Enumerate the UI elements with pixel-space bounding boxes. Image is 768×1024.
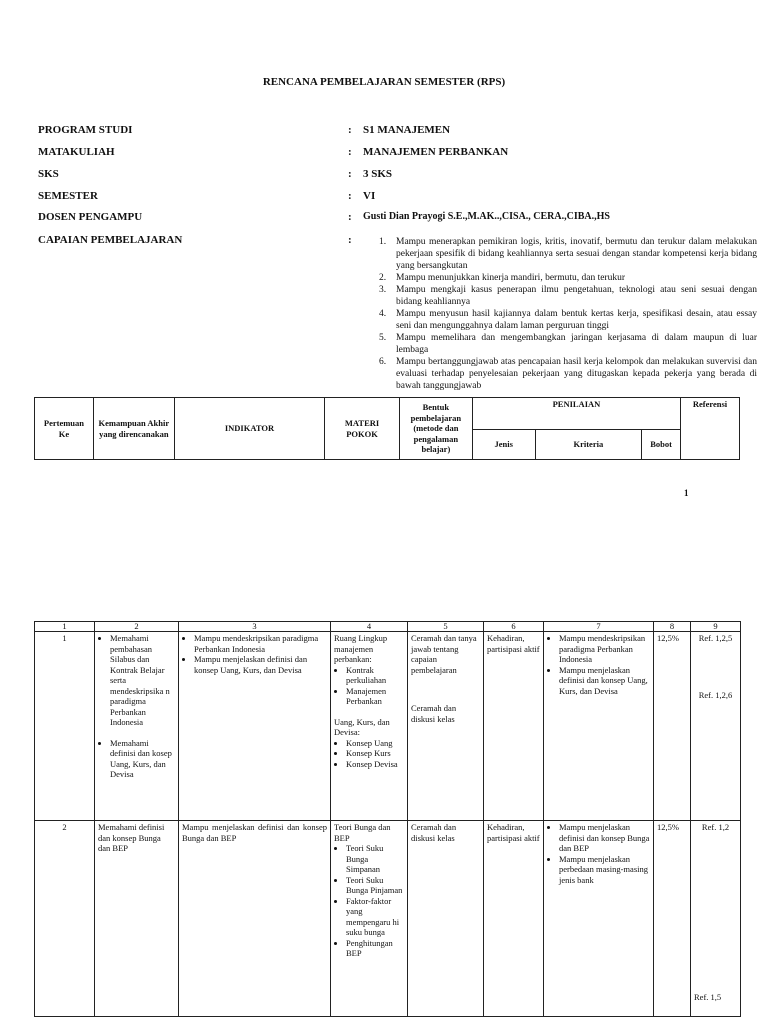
cell-indikator	[179, 632, 331, 821]
cell-kemampuan: Memahami definisi dan konsep Bunga dan BEP	[95, 821, 179, 1017]
list-item: • Konsep Kurs	[346, 748, 404, 759]
capaian-item	[379, 356, 757, 392]
capaian-text: Mampu memelihara dan mengembangkan jaringan kerjasama di dalam maupun di luar lembaga	[396, 333, 757, 355]
capaian-list	[379, 236, 757, 392]
col-referensi: Referensi	[681, 398, 740, 460]
list-item: • Memahami definisi dan kosep Uang, Kurs, dan Devisa	[110, 738, 175, 780]
list-item: • Konsep Devisa	[346, 759, 404, 770]
capaian-number: 6.	[379, 357, 387, 367]
info-colon: :	[348, 211, 352, 223]
list-item: • Manajemen Perbankan	[346, 686, 404, 707]
info-colon: :	[348, 168, 352, 180]
info-label: SEMESTER	[38, 190, 98, 202]
cell-kemampuan	[95, 632, 179, 821]
column-number: 1	[35, 622, 95, 632]
list-item: • Mampu menjelaskan perbedaan masing-masing jenis bank	[559, 854, 650, 886]
rps-content-table	[34, 621, 741, 1017]
capaian-text: Mampu mengkaji kasus penerapan ilmu pengetahuan, teknologi atau seni sesuai dengan bidang keahliannya	[396, 285, 757, 307]
info-value: VI	[363, 190, 376, 202]
col-indikator: INDIKATOR	[174, 398, 324, 460]
list-item: • Teori Suku Bunga Pinjaman	[346, 875, 404, 896]
cell-jenis: Kehadiran, partisipasi aktif	[484, 821, 544, 1017]
materi-heading: Ruang Lingkup manajemen perbankan:	[334, 633, 388, 664]
column-number: 5	[408, 622, 484, 632]
list-item: • Penghitungan BEP	[346, 938, 404, 959]
info-colon: :	[348, 190, 352, 202]
list-item: • Kontrak perkuliahan	[346, 665, 404, 686]
cell-referensi	[691, 821, 741, 1017]
column-number: 7	[544, 622, 654, 632]
materi-heading: Teori Bunga dan BEP	[334, 822, 391, 843]
col-materi: MATERI POKOK	[325, 398, 400, 460]
info-colon: :	[348, 234, 352, 246]
column-number: 2	[95, 622, 179, 632]
cell-pertemuan: 1	[35, 632, 95, 821]
capaian-text: Mampu menyusun hasil kajiannya dalam bentuk kertas kerja, spesifikasi desain, atau essay seni dan mengunggahnya dalam laman perguruan tinggi	[396, 309, 757, 331]
cell-pertemuan: 2	[35, 821, 95, 1017]
cell-kriteria	[544, 632, 654, 821]
cell-bentuk	[408, 632, 484, 821]
table-row	[35, 632, 741, 821]
list-item: • Teori Suku Bunga Simpanan	[346, 843, 404, 875]
info-label: MATAKULIAH	[38, 146, 115, 158]
info-label: CAPAIAN PEMBELAJARAN	[38, 234, 183, 246]
document-title: RENCANA PEMBELAJARAN SEMESTER (RPS)	[262, 76, 506, 88]
info-value: S1 MANAJEMEN	[363, 124, 451, 136]
info-colon: :	[348, 124, 352, 136]
bentuk-text: Ceramah dan tanya jawab tentang capaian pembelajaran	[411, 633, 477, 675]
cell-jenis: Kehadiran, partisipasi aktif	[484, 632, 544, 821]
cell-bobot: 12,5%	[654, 821, 691, 1017]
list-item: • Faktor-faktor yang mempengaru hi suku bunga	[346, 896, 404, 938]
cell-bentuk: Ceramah dan diskusi kelas	[408, 821, 484, 1017]
capaian-item	[379, 332, 757, 356]
referensi-text: Ref. 1,2,5	[698, 633, 733, 643]
capaian-number: 1.	[379, 237, 387, 247]
col-pertemuan: Pertemuan Ke	[35, 398, 94, 460]
page-number: 1	[684, 488, 689, 498]
cell-materi	[331, 821, 408, 1017]
materi-heading: Uang, Kurs, dan Devisa:	[334, 716, 390, 737]
capaian-text: Mampu menunjukkan kinerja mandiri, bermutu, dan terukur	[396, 273, 625, 283]
column-number: 3	[179, 622, 331, 632]
col-kriteria: Kriteria	[535, 430, 642, 460]
list-item: • Mampu menjelaskan definisi dan konsep Uang, Kurs, dan Devisa	[559, 665, 650, 697]
capaian-number: 2.	[379, 273, 387, 283]
info-colon: :	[348, 146, 352, 158]
capaian-number: 4.	[379, 309, 387, 319]
cell-materi	[331, 632, 408, 821]
capaian-item	[379, 272, 757, 284]
cell-bobot: 12,5%	[654, 632, 691, 821]
list-item: • Memahami pembahasan Silabus dan Kontrak Belajar serta mendeskripsika n paradigma Perbankan Indonesia	[110, 633, 175, 728]
table-row	[35, 821, 741, 1017]
column-number: 9	[691, 622, 741, 632]
capaian-text: Mampu menerapkan pemikiran logis, kritis, inovatif, bermutu dan terukur dalam melakukan pekerjaan spesifik di bidang keahliannya serta sesuai dengan standar kompetensi kerja bidang yang bersangkutan	[396, 237, 757, 271]
capaian-number: 3.	[379, 285, 387, 295]
list-item: • Mampu mendeskripsikan paradigma Perbankan Indonesia	[559, 633, 650, 665]
list-item: • Mampu menjelaskan definisi dan konsep Bunga dan BEP	[559, 822, 650, 854]
bentuk-text: Ceramah dan diskusi kelas	[411, 703, 457, 724]
info-value: Gusti Dian Prayogi S.E.,M.AK..,CISA., CERA.,CIBA.,HS	[363, 211, 610, 222]
info-label: PROGRAM STUDI	[38, 124, 133, 136]
capaian-item	[379, 308, 757, 332]
column-number: 6	[484, 622, 544, 632]
col-kemampuan: Kemampuan Akhir yang direncanakan	[93, 398, 174, 460]
column-number: 8	[654, 622, 691, 632]
col-penilaian: PENILAIAN	[472, 398, 680, 430]
referensi-text: Ref. 1,2,6	[698, 689, 733, 700]
col-bobot: Bobot	[642, 430, 681, 460]
list-item: • Mampu menjelaskan definisi dan konsep Uang, Kurs, dan Devisa	[194, 654, 327, 675]
cell-indikator: Mampu menjelaskan definisi dan konsep Bunga dan BEP	[179, 821, 331, 1017]
cell-referensi	[691, 632, 741, 821]
info-value: 3 SKS	[363, 168, 393, 180]
list-item: • Mampu mendeskripsikan paradigma Perbankan Indonesia	[194, 633, 327, 654]
info-value: MANAJEMEN PERBANKAN	[363, 146, 509, 158]
info-label: DOSEN PENGAMPU	[38, 211, 143, 223]
column-number-row	[35, 622, 741, 632]
capaian-number: 5.	[379, 333, 387, 343]
capaian-item	[379, 284, 757, 308]
col-jenis: Jenis	[472, 430, 535, 460]
info-label: SKS	[38, 168, 59, 180]
rps-header-table	[34, 397, 740, 460]
col-bentuk: Bentuk pembelajaran (metode dan pengalaman belajar)	[399, 398, 472, 460]
capaian-item	[379, 236, 757, 272]
capaian-text: Mampu bertanggungjawab atas pencapaian hasil kerja kelompok dan melakukan suvervisi dan evaluasi terhadap penyelesaian pekerjaan yang ditugaskan kepada pekerja yang berada di bawah tanggungjawab	[396, 357, 757, 391]
list-item: • Konsep Uang	[346, 738, 404, 749]
referensi-text: Ref. 1,5	[694, 991, 722, 1002]
referensi-text: Ref. 1,2	[701, 822, 730, 832]
column-number: 4	[331, 622, 408, 632]
cell-kriteria	[544, 821, 654, 1017]
